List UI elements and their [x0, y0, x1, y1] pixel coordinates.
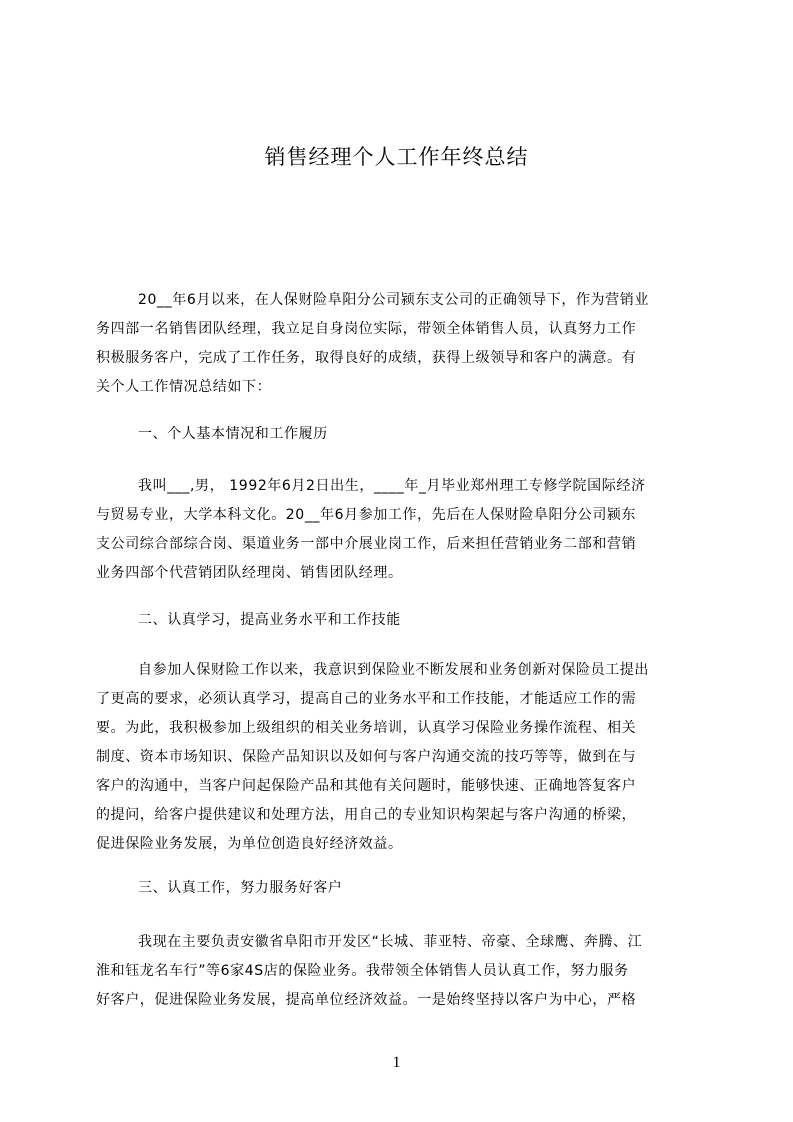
- section2-paragraph: [96, 656, 700, 859]
- page-number: 1: [392, 1054, 401, 1071]
- paragraph-line: 自参加人保财险工作以来，我意识到保险业不断发展和业务创新对保险员工提出: [138, 662, 649, 678]
- paragraph-line: 我叫___,男， 1992年6月2日出生，____年_月毕业郑州理工专修学院国际经济: [138, 478, 646, 494]
- paragraph-line: 关个人工作情况总结如下：: [96, 379, 272, 395]
- paragraph-line: 务四部一名销售团队经理，我立足自身岗位实际，带领全体销售人员，认真努力工作: [96, 321, 637, 337]
- section1-paragraph: [96, 472, 700, 588]
- paragraph-line: 积极服务客户，完成了工作任务，取得良好的成绩，获得上级领导和客户的满意。有: [96, 350, 637, 366]
- section-heading-2: 二、认真学习，提高业务水平和工作技能: [138, 612, 401, 628]
- paragraph-line: 业务四部个代营销团队经理岗、销售团队经理。: [96, 565, 403, 581]
- paragraph-line: 支公司综合部综合岗、渠道业务一部中介展业岗工作，后来担任营销业务二部和营销: [96, 536, 637, 552]
- paragraph-line: 制度、资本市场知识、保险产品知识以及如何与客户沟通交流的技巧等等，做到在与: [96, 749, 637, 765]
- paragraph-line: 促进保险业务发展，为单位创造良好经济效益。: [96, 836, 403, 852]
- paragraph-line: 好客户，促进保险业务发展，提高单位经济效益。一是始终坚持以客户为中心，严格: [96, 992, 637, 1008]
- paragraph-line: 客户的沟通中，当客户问起保险产品和其他有关问题时，能够快速、正确地答复客户: [96, 778, 637, 794]
- paragraph-line: 与贸易专业，大学本科文化。20__年6月参加工作，先后在人保财险阜阳分公司颍东: [96, 507, 637, 523]
- paragraph-line: 要。为此，我积极参加上级组织的相关业务培训，认真学习保险业务操作流程、相关: [96, 720, 637, 736]
- document-title: 销售经理个人工作年终总结: [264, 145, 529, 169]
- paragraph-line: 淮和钰龙名车行”等6家4S店的保险业务。我带领全体销售人员认真工作，努力服务: [96, 963, 629, 979]
- intro-paragraph: [96, 286, 700, 402]
- paragraph-line: 了更高的要求，必须认真学习，提高自己的业务水平和工作技能，才能适应工作的需: [96, 691, 637, 707]
- section-heading-1: 一、个人基本情况和工作履历: [138, 426, 328, 442]
- paragraph-line: 的提问，给客户提供建议和处理方法，用自己的专业知识构架起与客户沟通的桥梁，: [96, 807, 637, 823]
- section-heading-3: 三、认真工作，努力服务好客户: [138, 880, 343, 896]
- paragraph-line: 20__年6月以来，在人保财险阜阳分公司颍东支公司的正确领导下，作为营销业: [138, 292, 649, 308]
- paragraph-line: 我现在主要负责安徽省阜阳市开发区“长城、菲亚特、帝豪、全球鹰、奔腾、江: [138, 934, 643, 950]
- section3-paragraph: [96, 928, 700, 1015]
